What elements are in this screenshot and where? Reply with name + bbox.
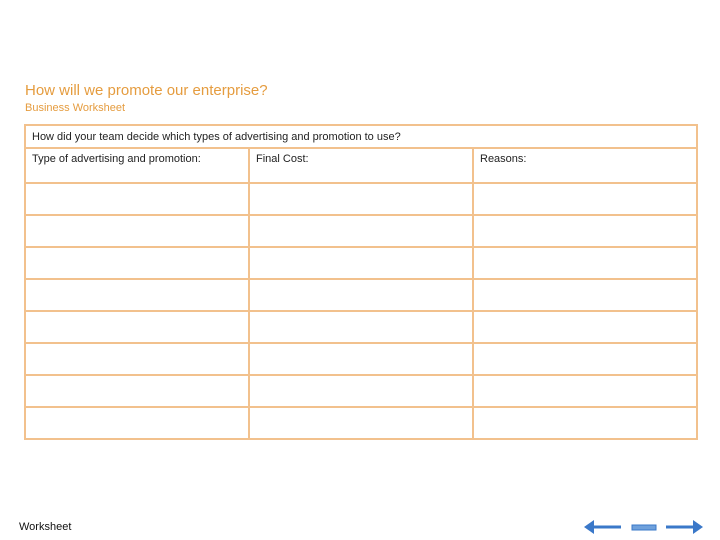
table-row xyxy=(25,215,697,247)
page-subtitle: Business Worksheet xyxy=(25,102,126,114)
table-cell[interactable] xyxy=(473,375,697,407)
table-cell[interactable] xyxy=(25,215,249,247)
table-row xyxy=(25,343,697,375)
table-cell[interactable] xyxy=(473,279,697,311)
table-cell[interactable] xyxy=(25,375,249,407)
page-title: How will we promote our enterprise? xyxy=(25,82,268,99)
column-header-type: Type of advertising and promotion: xyxy=(25,148,249,183)
table-cell[interactable] xyxy=(25,343,249,375)
footer-label: Worksheet xyxy=(19,521,72,533)
table-row xyxy=(25,375,697,407)
worksheet-table xyxy=(24,124,698,440)
table-cell[interactable] xyxy=(473,311,697,343)
question-cell: How did your team decide which types of advertising and promotion to use? xyxy=(25,125,697,148)
table-cell[interactable] xyxy=(249,215,473,247)
table-cell[interactable] xyxy=(473,343,697,375)
table-row xyxy=(25,183,697,215)
table-cell[interactable] xyxy=(473,247,697,279)
table-row xyxy=(25,279,697,311)
column-header-cost: Final Cost: xyxy=(249,148,473,183)
table-cell[interactable] xyxy=(473,183,697,215)
table-cell[interactable] xyxy=(25,407,249,439)
table-cell[interactable] xyxy=(249,311,473,343)
table-row xyxy=(25,407,697,439)
table-cell[interactable] xyxy=(25,183,249,215)
table-cell[interactable] xyxy=(249,183,473,215)
table-row xyxy=(25,311,697,343)
home-bar-icon[interactable] xyxy=(631,518,657,536)
left-arrow-icon[interactable] xyxy=(583,518,623,536)
table-cell[interactable] xyxy=(249,375,473,407)
table-cell[interactable] xyxy=(249,343,473,375)
right-arrow-icon[interactable] xyxy=(664,518,704,536)
table-cell[interactable] xyxy=(473,215,697,247)
table-cell[interactable] xyxy=(249,279,473,311)
table-cell[interactable] xyxy=(473,407,697,439)
table-cell[interactable] xyxy=(25,279,249,311)
table-cell[interactable] xyxy=(249,407,473,439)
table-cell[interactable] xyxy=(249,247,473,279)
column-header-reasons: Reasons: xyxy=(473,148,697,183)
table-cell[interactable] xyxy=(25,311,249,343)
table-cell[interactable] xyxy=(25,247,249,279)
table-row xyxy=(25,247,697,279)
